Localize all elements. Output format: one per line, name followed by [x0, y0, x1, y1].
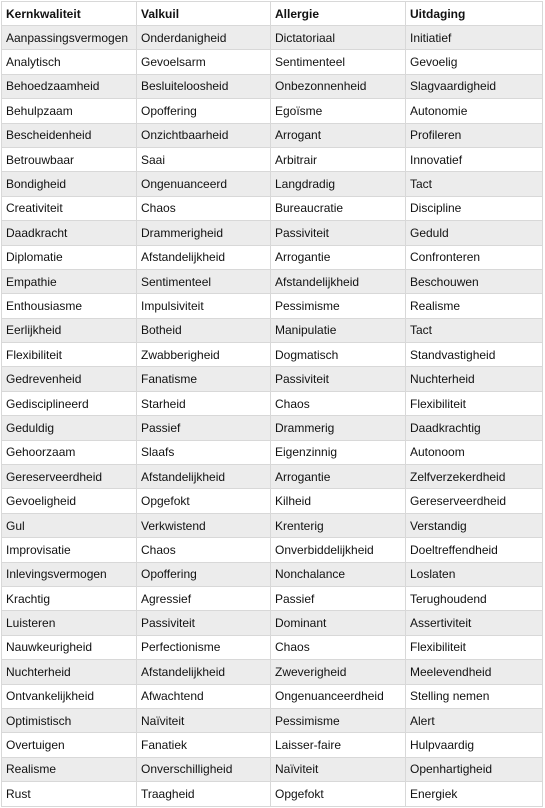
cell-valkuil: Fanatiek	[137, 733, 271, 757]
cell-kernkwaliteit: Eerlijkheid	[2, 318, 137, 342]
cell-allergie: Pessimisme	[271, 708, 406, 732]
cell-kernkwaliteit: Gedrevenheid	[2, 367, 137, 391]
cell-allergie: Arrogantie	[271, 465, 406, 489]
table-row	[2, 74, 543, 98]
cell-kernkwaliteit: Improvisatie	[2, 538, 137, 562]
cell-valkuil: Onzichtbaarheid	[137, 123, 271, 147]
cell-valkuil: Onverschilligheid	[137, 757, 271, 781]
table-row	[2, 489, 543, 513]
table-row	[2, 684, 543, 708]
cell-allergie: Laisser-faire	[271, 733, 406, 757]
cell-allergie: Langdradig	[271, 172, 406, 196]
cell-uitdaging: Beschouwen	[406, 269, 543, 293]
table-row	[2, 538, 543, 562]
cell-kernkwaliteit: Ontvankelijkheid	[2, 684, 137, 708]
cell-kernkwaliteit: Betrouwbaar	[2, 147, 137, 171]
table-row	[2, 196, 543, 220]
cell-kernkwaliteit: Krachtig	[2, 586, 137, 610]
cell-uitdaging: Initiatief	[406, 26, 543, 50]
cell-valkuil: Sentimenteel	[137, 269, 271, 293]
cell-kernkwaliteit: Inlevingsvermogen	[2, 562, 137, 586]
cell-valkuil: Passief	[137, 416, 271, 440]
cell-allergie: Passiviteit	[271, 367, 406, 391]
cell-allergie: Naïviteit	[271, 757, 406, 781]
column-header-allergie: Allergie	[271, 2, 406, 26]
cell-allergie: Dominant	[271, 611, 406, 635]
cell-kernkwaliteit: Gehoorzaam	[2, 440, 137, 464]
cell-valkuil: Starheid	[137, 391, 271, 415]
table-row	[2, 50, 543, 74]
cell-uitdaging: Autonoom	[406, 440, 543, 464]
cell-valkuil: Besluiteloosheid	[137, 74, 271, 98]
column-header-valkuil: Valkuil	[137, 2, 271, 26]
cell-valkuil: Impulsiviteit	[137, 294, 271, 318]
table-row	[2, 635, 543, 659]
cell-uitdaging: Doeltreffendheid	[406, 538, 543, 562]
table-row	[2, 733, 543, 757]
cell-uitdaging: Flexibiliteit	[406, 391, 543, 415]
cell-kernkwaliteit: Optimistisch	[2, 708, 137, 732]
cell-uitdaging: Verstandig	[406, 513, 543, 537]
cell-allergie: Chaos	[271, 391, 406, 415]
cell-uitdaging: Hulpvaardig	[406, 733, 543, 757]
cell-uitdaging: Gevoelig	[406, 50, 543, 74]
cell-uitdaging: Nuchterheid	[406, 367, 543, 391]
cell-valkuil: Gevoelsarm	[137, 50, 271, 74]
cell-uitdaging: Daadkrachtig	[406, 416, 543, 440]
cell-allergie: Bureaucratie	[271, 196, 406, 220]
cell-allergie: Drammerig	[271, 416, 406, 440]
table-row	[2, 416, 543, 440]
cell-valkuil: Opgefokt	[137, 489, 271, 513]
cell-valkuil: Agressief	[137, 586, 271, 610]
cell-allergie: Dictatoriaal	[271, 26, 406, 50]
column-header-uitdaging: Uitdaging	[406, 2, 543, 26]
table-row	[2, 513, 543, 537]
table-row	[2, 465, 543, 489]
table-row	[2, 221, 543, 245]
cell-valkuil: Ongenuanceerd	[137, 172, 271, 196]
table-row	[2, 269, 543, 293]
cell-valkuil: Chaos	[137, 196, 271, 220]
table-row	[2, 562, 543, 586]
cell-allergie: Arrogant	[271, 123, 406, 147]
cell-kernkwaliteit: Realisme	[2, 757, 137, 781]
cell-valkuil: Afstandelijkheid	[137, 660, 271, 684]
cell-uitdaging: Innovatief	[406, 147, 543, 171]
cell-uitdaging: Discipline	[406, 196, 543, 220]
cell-valkuil: Fanatisme	[137, 367, 271, 391]
cell-uitdaging: Confronteren	[406, 245, 543, 269]
cell-valkuil: Chaos	[137, 538, 271, 562]
cell-valkuil: Perfectionisme	[137, 635, 271, 659]
cell-uitdaging: Standvastigheid	[406, 343, 543, 367]
cell-allergie: Eigenzinnig	[271, 440, 406, 464]
cell-allergie: Krenterig	[271, 513, 406, 537]
cell-allergie: Arrogantie	[271, 245, 406, 269]
cell-uitdaging: Gereserveerdheid	[406, 489, 543, 513]
cell-allergie: Manipulatie	[271, 318, 406, 342]
cell-allergie: Passiviteit	[271, 221, 406, 245]
table-row	[2, 245, 543, 269]
table-row	[2, 172, 543, 196]
cell-allergie: Afstandelijkheid	[271, 269, 406, 293]
cell-uitdaging: Assertiviteit	[406, 611, 543, 635]
cell-valkuil: Opoffering	[137, 562, 271, 586]
cell-valkuil: Verkwistend	[137, 513, 271, 537]
cell-kernkwaliteit: Behoedzaamheid	[2, 74, 137, 98]
cell-uitdaging: Realisme	[406, 294, 543, 318]
cell-kernkwaliteit: Diplomatie	[2, 245, 137, 269]
cell-allergie: Arbitrair	[271, 147, 406, 171]
cell-kernkwaliteit: Daadkracht	[2, 221, 137, 245]
cell-valkuil: Afstandelijkheid	[137, 245, 271, 269]
cell-valkuil: Traagheid	[137, 782, 271, 806]
cell-valkuil: Onderdanigheid	[137, 26, 271, 50]
table-row	[2, 367, 543, 391]
cell-uitdaging: Autonomie	[406, 99, 543, 123]
cell-uitdaging: Terughoudend	[406, 586, 543, 610]
table-row	[2, 782, 543, 806]
cell-uitdaging: Profileren	[406, 123, 543, 147]
column-header-kernkwaliteit: Kernkwaliteit	[2, 2, 137, 26]
cell-uitdaging: Geduld	[406, 221, 543, 245]
table-row	[2, 123, 543, 147]
table-row	[2, 611, 543, 635]
table-row	[2, 708, 543, 732]
table-row	[2, 294, 543, 318]
cell-valkuil: Naïviteit	[137, 708, 271, 732]
table-row	[2, 318, 543, 342]
cell-kernkwaliteit: Nuchterheid	[2, 660, 137, 684]
table-row	[2, 440, 543, 464]
cell-kernkwaliteit: Luisteren	[2, 611, 137, 635]
cell-valkuil: Afwachtend	[137, 684, 271, 708]
cell-uitdaging: Tact	[406, 172, 543, 196]
cell-kernkwaliteit: Flexibiliteit	[2, 343, 137, 367]
cell-uitdaging: Energiek	[406, 782, 543, 806]
table-row	[2, 343, 543, 367]
table-row	[2, 99, 543, 123]
header-row	[2, 2, 543, 26]
cell-kernkwaliteit: Gedisciplineerd	[2, 391, 137, 415]
table-row	[2, 26, 543, 50]
cell-allergie: Onbezonnenheid	[271, 74, 406, 98]
cell-valkuil: Drammerigheid	[137, 221, 271, 245]
cell-kernkwaliteit: Enthousiasme	[2, 294, 137, 318]
cell-kernkwaliteit: Overtuigen	[2, 733, 137, 757]
cell-uitdaging: Flexibiliteit	[406, 635, 543, 659]
table-row	[2, 391, 543, 415]
core-qualities-table	[1, 1, 543, 807]
cell-allergie: Chaos	[271, 635, 406, 659]
cell-allergie: Dogmatisch	[271, 343, 406, 367]
table-row	[2, 586, 543, 610]
cell-kernkwaliteit: Bondigheid	[2, 172, 137, 196]
cell-allergie: Sentimenteel	[271, 50, 406, 74]
cell-allergie: Opgefokt	[271, 782, 406, 806]
cell-kernkwaliteit: Aanpassingsvermogen	[2, 26, 137, 50]
cell-allergie: Onverbiddelijkheid	[271, 538, 406, 562]
cell-valkuil: Zwabberigheid	[137, 343, 271, 367]
table-row	[2, 660, 543, 684]
cell-uitdaging: Stelling nemen	[406, 684, 543, 708]
cell-uitdaging: Tact	[406, 318, 543, 342]
cell-kernkwaliteit: Rust	[2, 782, 137, 806]
cell-allergie: Kilheid	[271, 489, 406, 513]
cell-allergie: Egoïsme	[271, 99, 406, 123]
cell-kernkwaliteit: Creativiteit	[2, 196, 137, 220]
cell-kernkwaliteit: Empathie	[2, 269, 137, 293]
cell-valkuil: Slaafs	[137, 440, 271, 464]
table-header	[2, 2, 543, 26]
cell-valkuil: Opoffering	[137, 99, 271, 123]
cell-kernkwaliteit: Analytisch	[2, 50, 137, 74]
cell-kernkwaliteit: Bescheidenheid	[2, 123, 137, 147]
cell-uitdaging: Meelevendheid	[406, 660, 543, 684]
cell-valkuil: Passiviteit	[137, 611, 271, 635]
cell-valkuil: Botheid	[137, 318, 271, 342]
cell-valkuil: Afstandelijkheid	[137, 465, 271, 489]
cell-kernkwaliteit: Gul	[2, 513, 137, 537]
cell-kernkwaliteit: Geduldig	[2, 416, 137, 440]
cell-kernkwaliteit: Gereserveerdheid	[2, 465, 137, 489]
cell-uitdaging: Slagvaardigheid	[406, 74, 543, 98]
cell-allergie: Pessimisme	[271, 294, 406, 318]
cell-uitdaging: Openhartigheid	[406, 757, 543, 781]
cell-uitdaging: Loslaten	[406, 562, 543, 586]
cell-allergie: Nonchalance	[271, 562, 406, 586]
cell-allergie: Ongenuanceerdheid	[271, 684, 406, 708]
table-row	[2, 147, 543, 171]
cell-kernkwaliteit: Gevoeligheid	[2, 489, 137, 513]
table-body	[2, 26, 543, 807]
cell-kernkwaliteit: Behulpzaam	[2, 99, 137, 123]
cell-uitdaging: Zelfverzekerdheid	[406, 465, 543, 489]
cell-allergie: Zweverigheid	[271, 660, 406, 684]
cell-valkuil: Saai	[137, 147, 271, 171]
cell-uitdaging: Alert	[406, 708, 543, 732]
cell-kernkwaliteit: Nauwkeurigheid	[2, 635, 137, 659]
cell-allergie: Passief	[271, 586, 406, 610]
table-row	[2, 757, 543, 781]
